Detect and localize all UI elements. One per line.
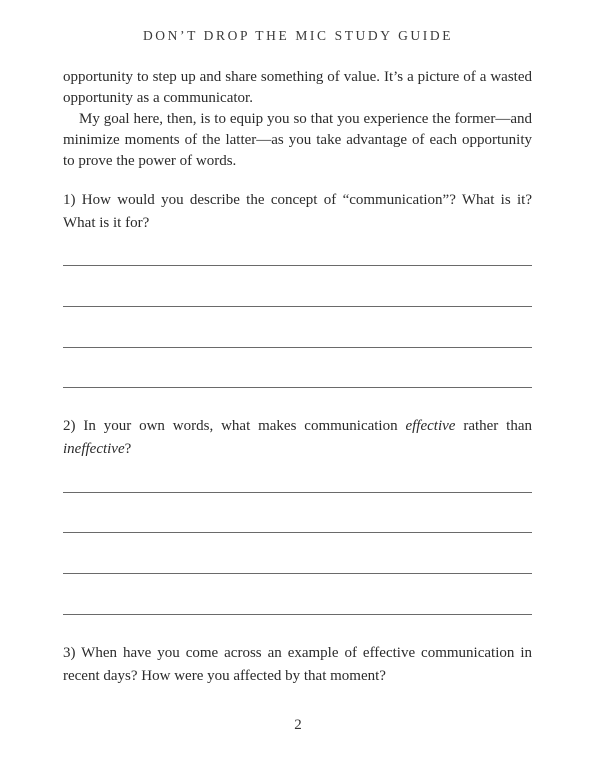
- answer-line[interactable]: [63, 614, 532, 615]
- intro-paragraph-continued: [63, 67, 532, 109]
- running-head-title: DON’T DROP THE MIC STUDY GUIDE: [142, 28, 454, 43]
- answer-line[interactable]: [63, 347, 532, 348]
- question-text: ?: [124, 441, 132, 457]
- question-emphasis: effective: [405, 418, 456, 434]
- paragraph-text: My goal here, then, is to equip you so that you experience the former—and minimize moments of the latter—as you take advantage of each opportunity to prove the power of words.: [63, 111, 532, 169]
- answer-line[interactable]: [63, 306, 532, 307]
- question-text: 2) In your own words, what makes communication: [63, 418, 406, 434]
- answer-line[interactable]: [63, 492, 532, 493]
- question-3: [63, 642, 532, 688]
- answer-line[interactable]: [63, 532, 532, 533]
- question-text: 1) How would you describe the concept of “communication”? What is it? What is it for?: [63, 192, 532, 231]
- goal-paragraph: [63, 109, 532, 172]
- question-2: [63, 415, 532, 461]
- paragraph-text: opportunity to step up and share something of value. It’s a picture of a wasted opportunity as a communicator.: [63, 69, 532, 106]
- answer-line[interactable]: [63, 573, 532, 574]
- question-1: [63, 189, 532, 235]
- page-number: 2: [294, 717, 302, 733]
- answer-line[interactable]: [63, 265, 532, 266]
- question-text: rather than: [455, 418, 532, 434]
- question-text: 3) When have you come across an example of effective communication in recent days? How were you affected by that moment?: [63, 645, 532, 684]
- answer-line[interactable]: [63, 387, 532, 388]
- question-emphasis: ineffective: [63, 441, 125, 457]
